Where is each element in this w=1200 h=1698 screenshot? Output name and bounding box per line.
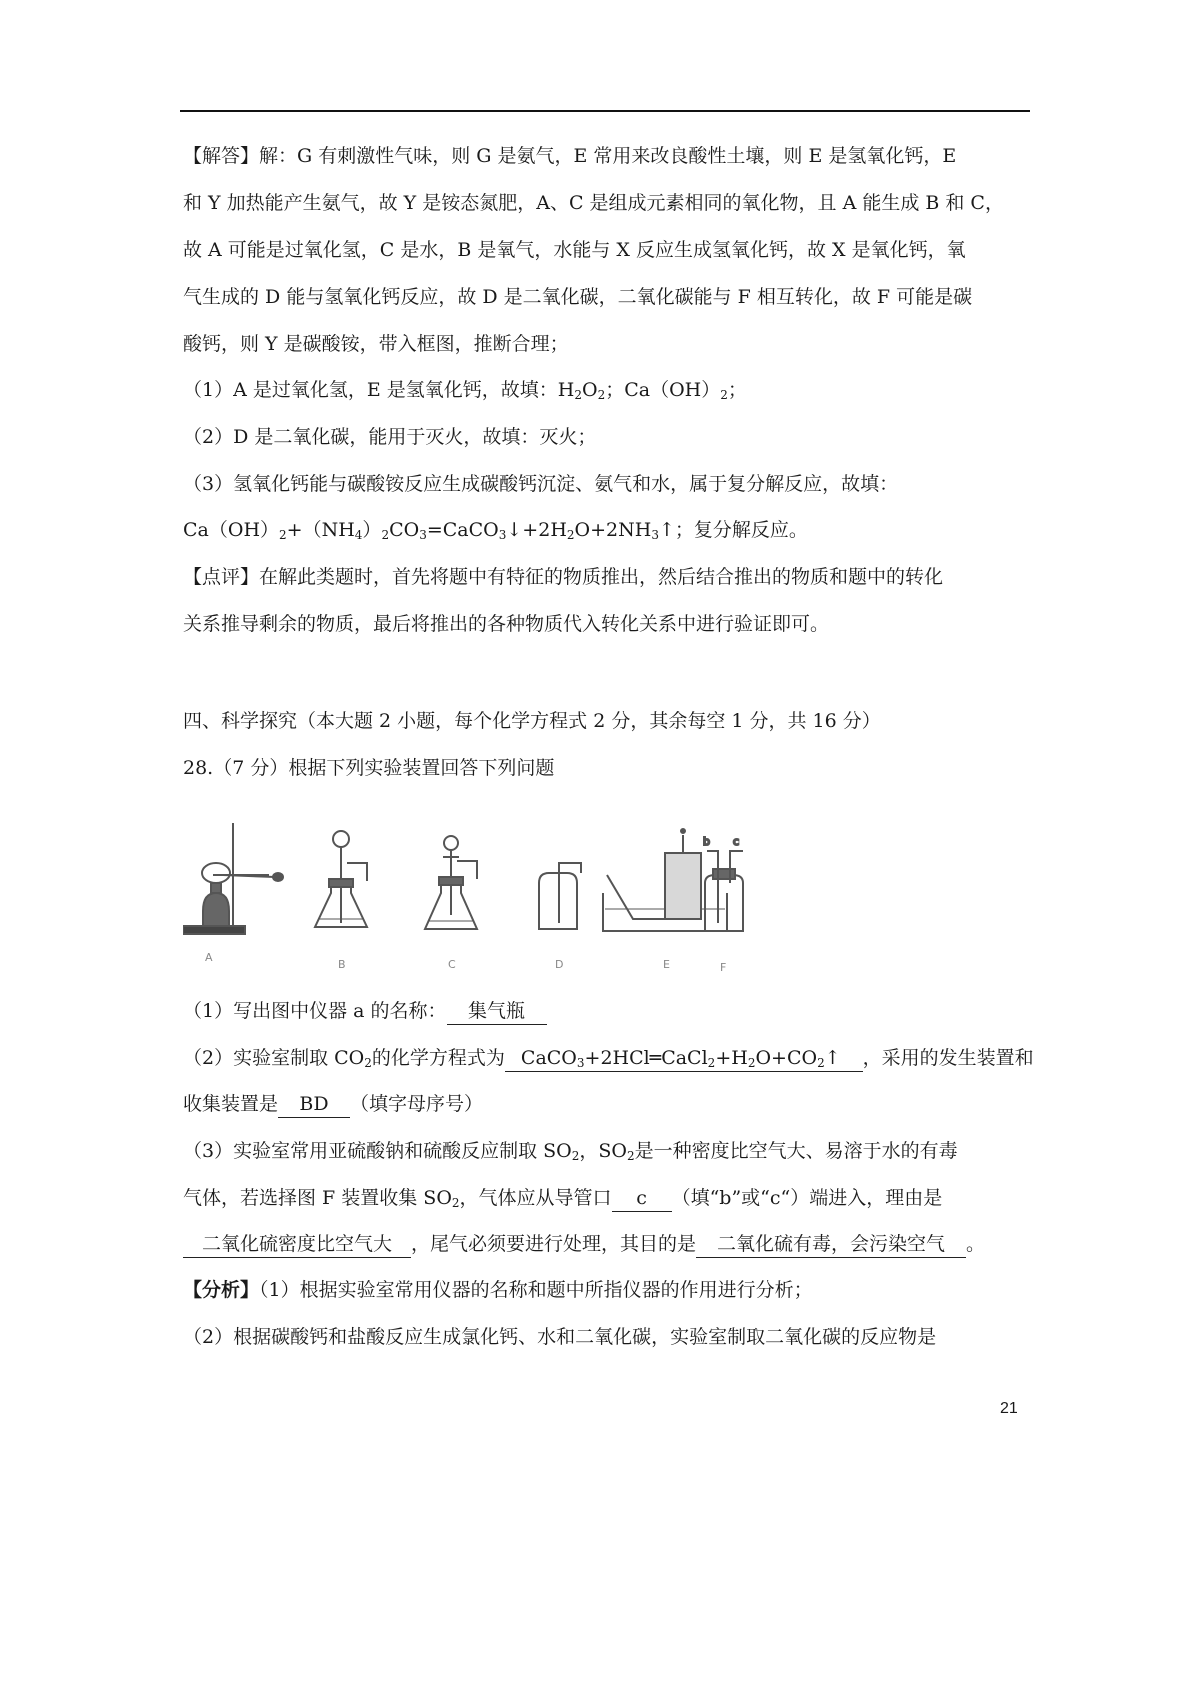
solution-line-2: 和 Y 加热能产生氨气，故 Y 是铵态氮肥，A、C 是组成元素相同的氧化物，且 A 能生成 B 和 C， — [183, 192, 1004, 214]
q3-reason-blank: 二氧化硫密度比空气大 — [183, 1231, 411, 1258]
tube-b-label: b — [703, 835, 710, 848]
tube-c-label: c — [733, 835, 740, 848]
q2-apparatus-blank: BD — [278, 1091, 350, 1118]
apparatus-d-gas-bottle — [539, 863, 581, 929]
answer-2: （2）D 是二氧化碳，能用于灭火，故填：灭火； — [183, 426, 597, 448]
analysis-line-2: （2）根据碳酸钙和盐酸反应生成氯化钙、水和二氧化碳，实验室制取二氧化碳的反应物是 — [183, 1326, 937, 1348]
analysis-label: 【分析】 — [183, 1279, 260, 1301]
q1-line: （1）写出图中仪器 a 的名称： 集气瓶 — [183, 995, 547, 1027]
header-rule — [180, 110, 1030, 112]
q3-purpose-blank: 二氧化硫有毒，会污染空气 — [696, 1231, 966, 1258]
review-line-1: 【点评】在解此类题时，首先将题中有特征的物质推出，然后结合推出的物质和题中的转化 — [183, 566, 944, 588]
figure-label-f: F — [720, 961, 727, 974]
figure-label-e: E — [663, 958, 670, 971]
solution-line-1: 【解答】解：G 有刺激性气味，则 G 是氨气，E 常用来改良酸性土壤，则 E 是氢氧化钙，E — [183, 145, 957, 167]
figure-label-d: D — [555, 958, 564, 971]
q2-line-1: （2）实验室制取 $CO_2$的化学方程式为 $CaCO_3+2HCl═CaCl_2+H_2O+CO_2↑$ ，采用的发生装置和 — [183, 1047, 1034, 1070]
q3-line-2: 气体，若选择图 F 装置收集 $SO_2$，气体应从导管口 c （填“b”或“c“）端进入，理由是 — [183, 1187, 943, 1210]
solution-label: 【解答】 — [183, 145, 260, 167]
apparatus-a-heating-setup — [183, 823, 283, 934]
review-line-2: 关系推导剩余的物质，最后将推出的各种物质代入转化关系中进行验证即可。 — [183, 613, 830, 635]
apparatus-c-flask — [425, 836, 477, 929]
q3-line-3: 二氧化硫密度比空气大 ，尾气必须要进行处理，其目的是 二氧化硫有毒，会污染空气 。 — [183, 1228, 985, 1260]
solution-line-4: 气生成的 D 能与氢氧化钙反应，故 D 是二氧化碳，二氧化碳能与 F 相互转化，故 F 可能是碳 — [183, 286, 973, 308]
page-number: 21 — [1000, 1400, 1018, 1417]
q2-equation-blank: $CaCO_3+2HCl═CaCl_2+H_2O+CO_2↑$ — [505, 1045, 863, 1072]
apparatus-figure — [183, 823, 783, 993]
q1-answer-blank: 集气瓶 — [447, 998, 547, 1025]
q2-line-2: 收集装置是 BD （填字母序号） — [183, 1088, 483, 1120]
figure-label-a: A — [205, 951, 213, 964]
answer-3: （3）氢氧化钙能与碳酸铵反应生成碳酸钙沉淀、氨气和水，属于复分解反应，故填： — [183, 473, 899, 495]
answer-3-equation: $Ca(OH)_2+(NH_4)_2CO_3=CaCO_3↓+2H_2O+2NH_3↑$；复分解反应。 — [183, 519, 808, 542]
q3-port-blank: c — [612, 1185, 672, 1212]
answer-1: （1）A 是过氧化氢，E 是氢氧化钙，故填：$H_2O_2$；$Ca(OH)_2$； — [183, 379, 747, 402]
apparatus-b-flask — [315, 831, 367, 927]
question-28: 28.（7 分）根据下列实验装置回答下列问题 — [183, 757, 555, 779]
apparatus-f-two-tube-bottle — [703, 835, 743, 931]
solution-line-3: 故 A 可能是过氧化氢，C 是水，B 是氧气，水能与 X 反应生成氢氧化钙，故 X 是氧化钙，氧 — [183, 239, 966, 261]
figure-label-c: C — [448, 958, 456, 971]
solution-line-5: 酸钙，则 Y 是碳酸铵，带入框图，推断合理； — [183, 333, 569, 355]
section-heading: 四、科学探究（本大题 2 小题，每个化学方程式 2 分，其余每空 1 分，共 16 分） — [183, 710, 881, 732]
q3-line-1: （3）实验室常用亚硫酸钠和硫酸反应制取 $SO_2$，$SO_2$是一种密度比空气大、易溶于水的有毒 — [183, 1140, 958, 1163]
analysis-line-1: 【分析】（1）根据实验室常用仪器的名称和题中所指仪器的作用进行分析； — [183, 1279, 813, 1301]
review-label: 【点评】 — [183, 566, 260, 588]
figure-label-b: B — [338, 958, 346, 971]
